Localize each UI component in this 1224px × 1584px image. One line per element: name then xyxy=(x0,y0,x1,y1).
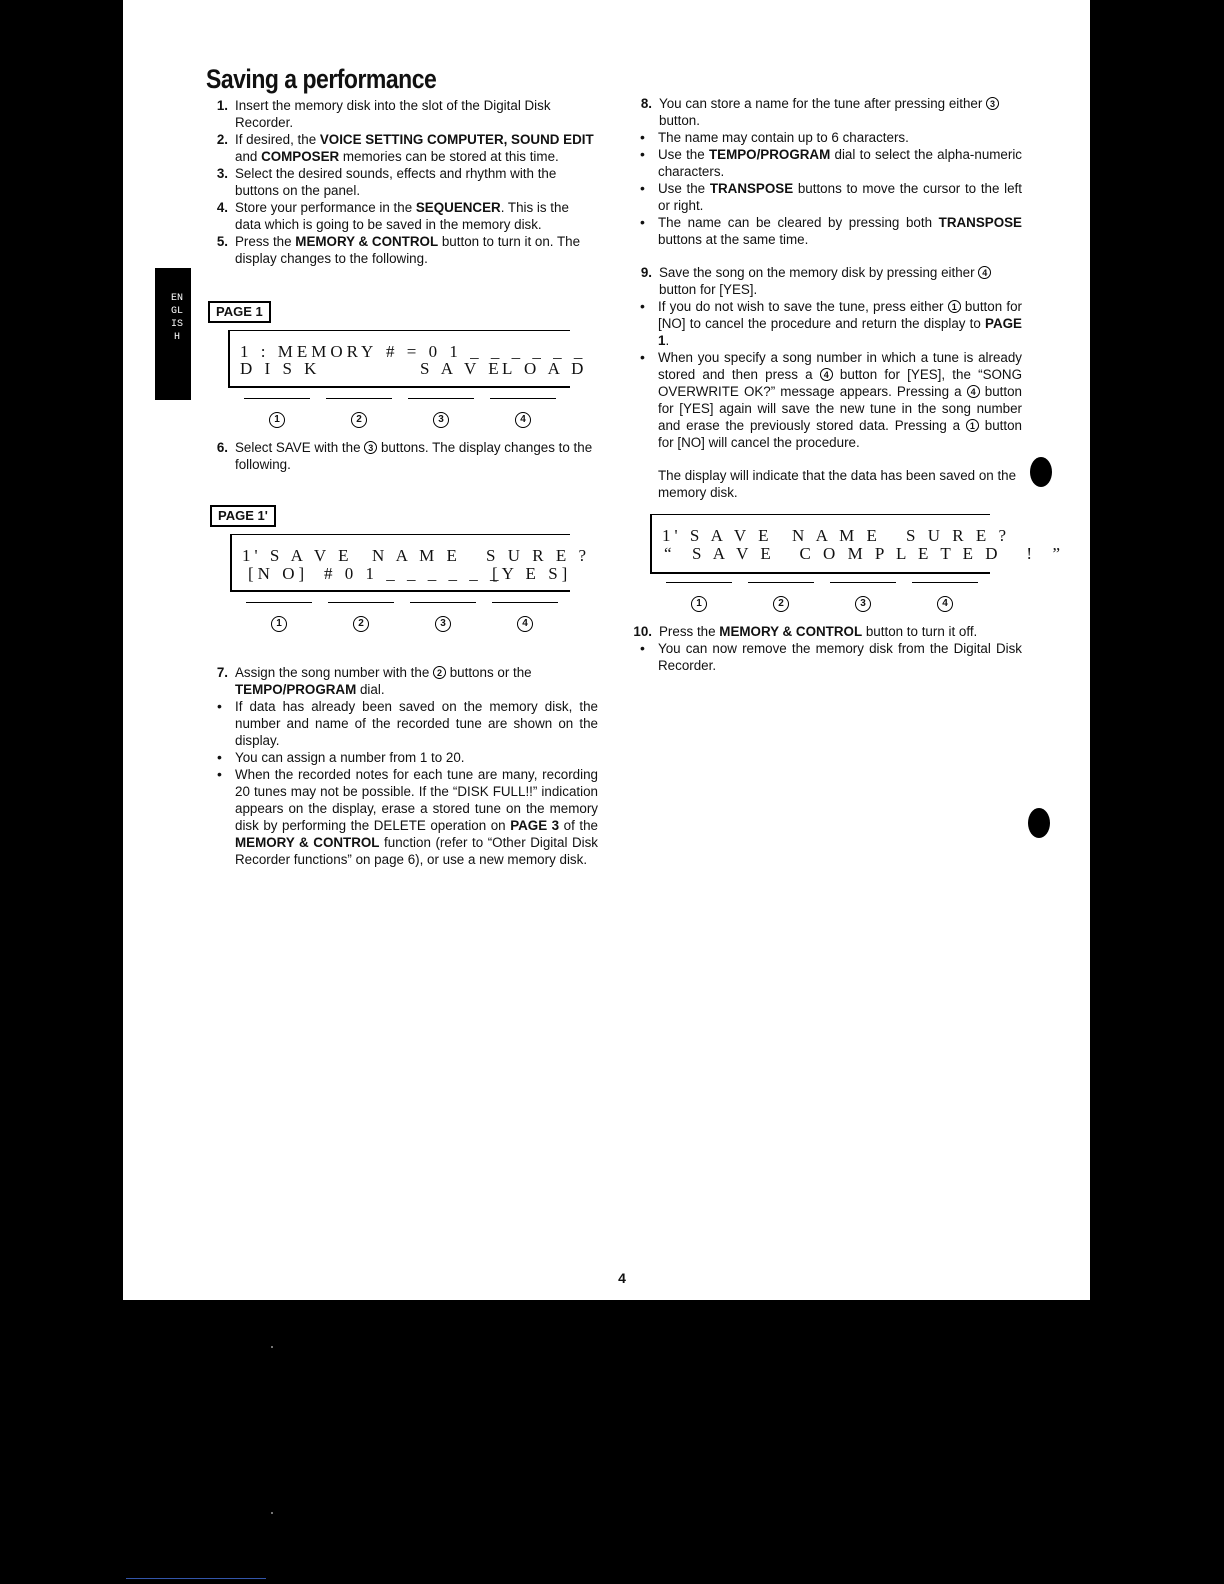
step-8-bullet: • Use the TEMPO/PROGRAM dial to select the alpha-numeric characters. xyxy=(636,146,1022,180)
button-1-symbol: 1 xyxy=(948,300,961,313)
button-3-symbol: 3 xyxy=(364,441,377,454)
lcd-p1p-line2-no: [N O] xyxy=(248,564,309,583)
lcd-page1-line1-mode: 1 : MEMORY xyxy=(240,342,378,361)
lcd-p1p-line1-save: 1' S A V E xyxy=(242,546,353,565)
step-8-bullet: • Use the TRANSPOSE buttons to move the cursor to the left or right. xyxy=(636,180,1022,214)
step-8: 8. You can store a name for the tune after pressing either 3 button. xyxy=(630,95,1022,129)
lcd-display-save-completed xyxy=(650,514,1065,574)
step-7-bullet: • If data has already been saved on the memory disk, the number and name of the recorded tune are shown on the display. xyxy=(213,698,598,749)
display-button-2[interactable]: 2 xyxy=(328,602,394,642)
page-1-label: PAGE 1 xyxy=(208,301,271,323)
button-3-symbol: 3 xyxy=(986,97,999,110)
lcd-done-line1-save: 1' S A V E xyxy=(662,526,773,545)
lcd-page1-line1-number: # = 0 1 _ _ _ _ _ _ xyxy=(386,342,587,361)
button-4-symbol: 4 xyxy=(820,368,833,381)
step-1: 1. Insert the memory disk into the slot of the Digital Disk Recorder. xyxy=(216,98,551,130)
lcd-page1-line2-load: L O A D xyxy=(502,359,588,378)
left-steps xyxy=(206,97,598,267)
step-7-bullet: • When the recorded notes for each tune are many, recording 20 tunes may not be possible. If the “DISK FULL!!” indication appears on the display, erase a stored tune on the memory disk by performing the DELETE operation on PAGE 3 of the MEMORY & CONTROL function (refer to “Other Digital Disk Recorder functions” on page 6), or use a new memory disk. xyxy=(213,766,598,868)
step-4: 4. Store your performance in the SEQUENCER. This is the data which is going to be saved in the memory disk. xyxy=(216,200,569,232)
save-complete-note: The display will indicate that the data has been saved on the memory disk. xyxy=(658,468,1017,500)
step-8-bullet: • The name may contain up to 6 characters. xyxy=(636,129,1022,146)
display-button-3[interactable]: 3 xyxy=(410,602,476,642)
button-4-symbol: 4 xyxy=(978,266,991,279)
button-4-symbol: 4 xyxy=(967,385,980,398)
scan-speck xyxy=(271,1346,273,1348)
step-5: 5. Press the MEMORY & CONTROL button to turn it on. The display changes to the following. xyxy=(216,234,581,266)
display-button-4[interactable]: 4 xyxy=(492,602,558,642)
page-number: 4 xyxy=(618,1270,626,1286)
step-10-block xyxy=(630,623,1022,674)
scan-border-bottom xyxy=(0,1300,1224,1584)
binder-hole-bottom xyxy=(1028,808,1050,838)
display-button-1[interactable]: 1 xyxy=(666,582,732,622)
lcd-page1-line2-disk: D I S K xyxy=(240,359,321,378)
step-10-bullet: • You can now remove the memory disk from the Digital Disk Recorder. xyxy=(636,640,1022,674)
lcd-p1p-line2-yes: [Y E S] xyxy=(492,564,572,583)
display-button-4[interactable]: 4 xyxy=(490,398,556,438)
display-button-2[interactable]: 2 xyxy=(326,398,392,438)
step-6: 6. Select SAVE with the 3 buttons. The display changes to the following. xyxy=(216,440,593,472)
display-button-1[interactable]: 1 xyxy=(246,602,312,642)
lcd-page1-line2-save: S A V E xyxy=(420,359,503,378)
step-9-bullet: • When you specify a song number in which a tune is already stored and then press a 4 button for [YES], the “SONG OVERWRITE OK?” message appears. Pressing a 4 button for [YES] again will save the new tune in the song number and erase the previously stored data. Pressing a 1 button for [NO] will cancel the procedure. xyxy=(636,349,1022,451)
page1-button-row xyxy=(244,398,574,438)
step-8-bullet: • The name can be cleared by pressing both TRANSPOSE buttons at the same time. xyxy=(636,214,1022,248)
step-2: 2. If desired, the VOICE SETTING COMPUTER, SOUND EDIT and COMPOSER memories can be stored at this time. xyxy=(216,132,594,164)
step-10: 10. Press the MEMORY & CONTROL button to turn it off. xyxy=(633,624,978,639)
step-7-block xyxy=(206,664,598,868)
page1p-button-row xyxy=(246,602,576,642)
right-steps xyxy=(630,95,1022,501)
done-button-row xyxy=(666,582,996,622)
language-tab-label: ENGLISH xyxy=(170,293,183,343)
lcd-p1p-line1-sure: S U R E ? xyxy=(486,546,590,565)
button-2-symbol: 2 xyxy=(433,666,446,679)
display-button-1[interactable]: 1 xyxy=(244,398,310,438)
step-6-block xyxy=(206,439,602,473)
display-button-3[interactable]: 3 xyxy=(408,398,474,438)
lcd-display-page-1 xyxy=(228,330,588,388)
lcd-display-page-1-prime xyxy=(230,534,590,592)
scan-edge-line xyxy=(126,1578,266,1579)
lcd-done-line1-sure: S U R E ? xyxy=(906,526,1010,545)
step-7: 7. Assign the song number with the 2 buttons or the TEMPO/PROGRAM dial. xyxy=(216,665,532,697)
lcd-p1p-line2-number: # 0 1 _ _ _ _ _ _ xyxy=(324,564,503,583)
lcd-p1p-line1-name: N A M E xyxy=(372,546,461,565)
step-9: 9. Save the song on the memory disk by pressing either 4 button for [YES]. xyxy=(630,264,1022,298)
page-title: Saving a performance xyxy=(206,64,437,94)
display-button-4[interactable]: 4 xyxy=(912,582,978,622)
step-7-bullet: • You can assign a number from 1 to 20. xyxy=(213,749,598,766)
display-button-2[interactable]: 2 xyxy=(748,582,814,622)
lcd-done-line1-name: N A M E xyxy=(792,526,881,545)
page-1-prime-label: PAGE 1' xyxy=(210,505,276,527)
step-3: 3. Select the desired sounds, effects and rhythm with the buttons on the panel. xyxy=(216,166,557,198)
step-9-bullet: • If you do not wish to save the tune, press either 1 button for [NO] to cancel the procedure and return the display to PAGE 1. xyxy=(636,298,1022,349)
page-margin-strip xyxy=(123,0,155,1300)
lcd-done-line2: “ S A V E C O M P L E T E D ! ” xyxy=(664,544,1065,563)
binder-hole-top xyxy=(1030,457,1052,487)
scan-speck xyxy=(271,1512,273,1514)
display-button-3[interactable]: 3 xyxy=(830,582,896,622)
button-1-symbol: 1 xyxy=(966,419,979,432)
